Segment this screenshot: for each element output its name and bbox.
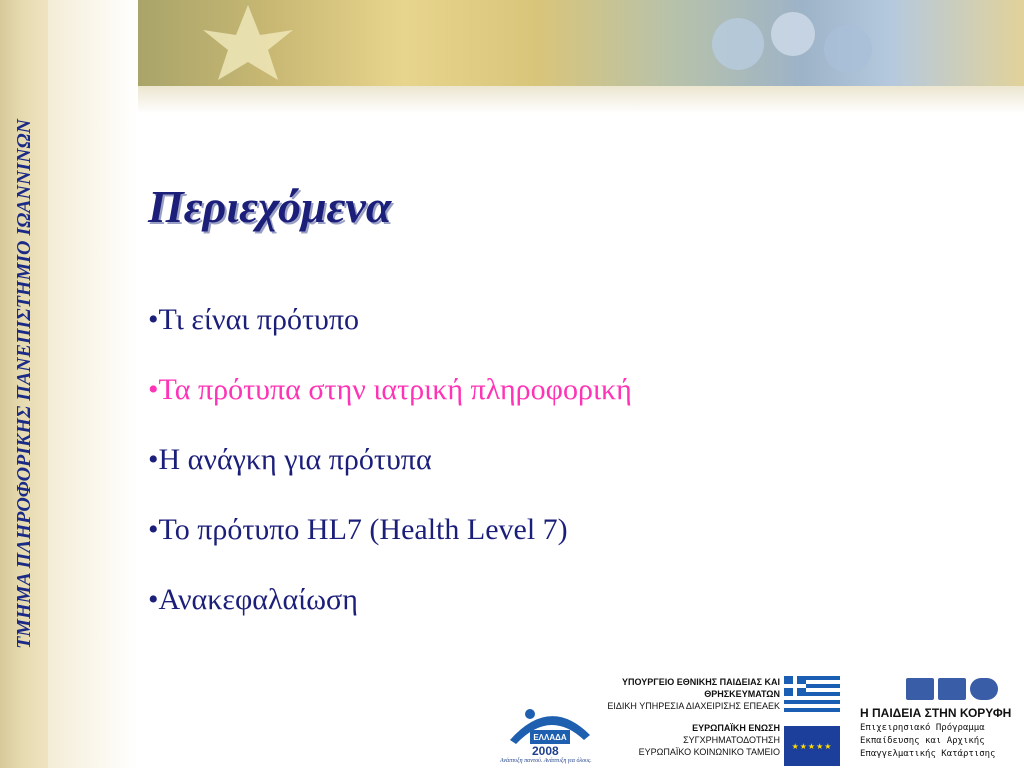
- slide-title: Περιεχόμενα: [148, 181, 392, 232]
- list-item: •Τι είναι πρότυπο: [148, 303, 360, 336]
- eu-flag-icon: ★★★★★: [784, 726, 840, 766]
- paideia-headline: Η ΠΑΙΔΕΙΑ ΣΤΗΝ ΚΟΡΥΦΗ: [860, 706, 1012, 720]
- left-fade: [48, 0, 138, 768]
- ellada-2008-logo: [500, 700, 600, 764]
- paideia-line-2: Εκπαίδευσης και Αρχικής: [860, 736, 985, 746]
- paideia-line-3: Επαγγελματικής Κατάρτισης: [860, 749, 996, 759]
- eu-line-3: ΕΥΡΩΠΑΪΚΟ ΚΟΙΝΩΝΙΚΟ ΤΑΜΕΙΟ: [638, 747, 780, 757]
- ellada-tagline: Ανάπτυξη παντού. Ανάπτυξη για όλους.: [500, 758, 592, 764]
- ellada-name: ΕΛΛΑΔΑ: [533, 733, 567, 742]
- list-item: •Η ανάγκη για πρότυπα: [148, 443, 432, 476]
- paideia-shapes-icon: [906, 678, 1024, 700]
- paideia-logo: [860, 678, 1024, 761]
- paideia-line-1: Επιχειρησιακό Πρόγραμμα: [860, 723, 985, 733]
- list-item: •Το πρότυπο HL7 (Health Level 7): [148, 513, 568, 546]
- contents-list: [148, 300, 632, 650]
- ministry-line-2: ΕΙΔΙΚΗ ΥΠΗΡΕΣΙΑ ΔΙΑΧΕΙΡΙΣΗΣ ΕΠΕΑΕΚ: [607, 701, 780, 711]
- list-item-active: •Τα πρότυπα στην ιατρική πληροφορική: [148, 373, 632, 406]
- greek-flag-icon: [784, 676, 840, 714]
- banner-shade: [138, 86, 1024, 114]
- ministry-line-1: ΥΠΟΥΡΓΕΙΟ ΕΘΝΙΚΗΣ ΠΑΙΔΕΙΑΣ ΚΑΙ ΘΡΗΣΚΕΥΜΑΤΩΝ: [622, 677, 780, 699]
- ellada-year: 2008: [532, 744, 559, 758]
- list-item: •Ανακεφαλαίωση: [148, 583, 358, 616]
- footer-logos: [480, 670, 1024, 768]
- eu-line-1: ΕΥΡΩΠΑΪΚΗ ΕΝΩΣΗ: [692, 723, 780, 733]
- eu-line-2: ΣΥΓΧΡΗΜΑΤΟΔΟΤΗΣΗ: [683, 735, 780, 745]
- flower-decoration-icon: [698, 4, 878, 86]
- top-decorative-banner: [138, 0, 1024, 86]
- leaf-decoration-icon: [178, 0, 318, 86]
- runner-figure-icon: [500, 700, 600, 750]
- department-vertical-text: ΤΜΗΜΑ ΠΛΗΡΟΦΟΡΙΚΗΣ ΠΑΝΕΠΙΣΤΗΜΙΟ ΙΩΑΝΝΙΝΩΝ: [12, 119, 35, 649]
- department-vertical-label: [6, 0, 42, 768]
